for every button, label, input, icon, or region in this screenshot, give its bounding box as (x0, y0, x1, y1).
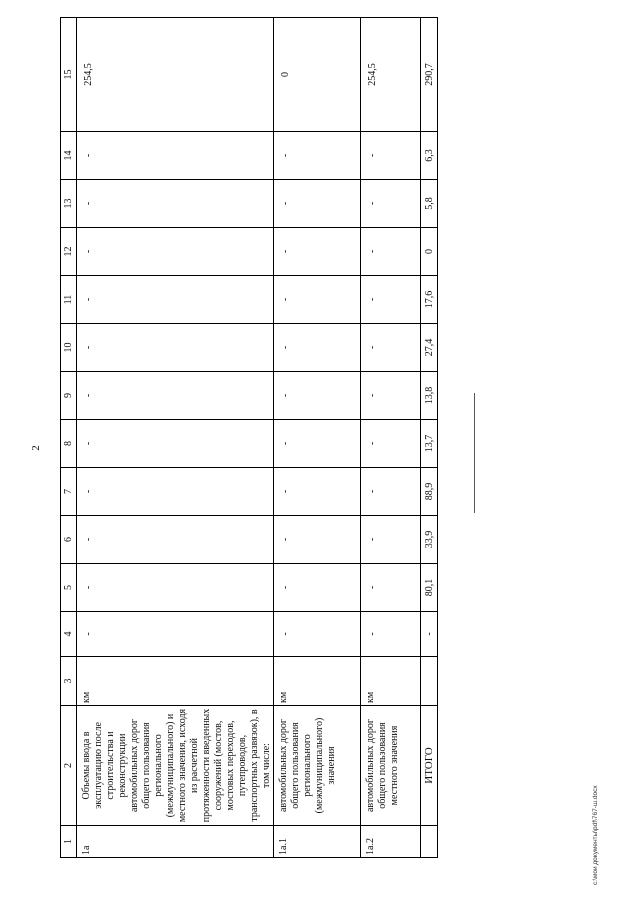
value-cell: - (77, 516, 274, 564)
total-label: ИТОГО (421, 706, 438, 826)
value-cell: - (274, 324, 361, 372)
table-row (274, 18, 361, 858)
total-row (421, 18, 438, 858)
value-cell: - (274, 180, 361, 228)
header-cell: 8 (61, 420, 77, 468)
value-cell: - (77, 372, 274, 420)
value-cell: - (361, 564, 421, 612)
header-cell: 1 (61, 826, 77, 858)
table-row (361, 18, 421, 858)
value-cell: - (274, 276, 361, 324)
value-cell: - (274, 468, 361, 516)
value-cell: - (361, 612, 421, 657)
value-cell: - (274, 612, 361, 657)
total-value: 27,4 (421, 324, 438, 372)
total-unit-cell (421, 657, 438, 706)
data-table (60, 17, 438, 858)
value-cell: - (361, 420, 421, 468)
value-cell: - (274, 132, 361, 180)
value-cell: - (361, 132, 421, 180)
row-unit: км (361, 657, 421, 706)
value-cell: - (274, 516, 361, 564)
value-cell: - (361, 276, 421, 324)
header-cell: 3 (61, 657, 77, 706)
value-cell: - (361, 516, 421, 564)
total-value: 0 (421, 228, 438, 276)
header-cell: 15 (61, 18, 77, 132)
value-cell: - (77, 276, 274, 324)
total-value: 290,7 (421, 18, 438, 132)
value-cell: - (361, 180, 421, 228)
row-id: 1а.1 (274, 826, 361, 858)
value-cell: - (77, 468, 274, 516)
row-unit: км (274, 657, 361, 706)
header-cell: 2 (61, 706, 77, 826)
value-cell: - (361, 468, 421, 516)
header-row (61, 18, 77, 858)
total-value: 88,9 (421, 468, 438, 516)
row-name: Объемы ввода в эксплуатацию после строительства и реконструкции автомобильных дорог общего пользования регионального (межмуниципального) и местного значения, исходя из расчетной протяженности введенных сооружений (мостов, мостовых переходов, путепроводов, транспортных развязок), в том числе: (77, 706, 274, 826)
row-id: 1а.2 (361, 826, 421, 858)
row-name: автомобильных дорог общего пользования местного значения (361, 706, 421, 826)
header-cell: 9 (61, 372, 77, 420)
value-cell: - (361, 228, 421, 276)
value-cell: - (361, 324, 421, 372)
row-name: автомобильных дорог общего пользования регионального (межмуниципального) значения (274, 706, 361, 826)
header-cell: 10 (61, 324, 77, 372)
value-cell: - (274, 372, 361, 420)
footer-file-path: c:\мои документы\pdf\767-ш.docx (592, 785, 599, 885)
total-value: 33,9 (421, 516, 438, 564)
header-cell: 14 (61, 132, 77, 180)
signature-line (474, 393, 475, 513)
value-cell: - (77, 612, 274, 657)
header-cell: 13 (61, 180, 77, 228)
total-value: 17,6 (421, 276, 438, 324)
total-value: 80,1 (421, 564, 438, 612)
header-cell: 4 (61, 612, 77, 657)
value-cell: - (77, 132, 274, 180)
value-cell: 0 (274, 18, 361, 132)
value-cell: - (361, 372, 421, 420)
total-value: - (421, 612, 438, 657)
total-id-cell (421, 826, 438, 858)
row-unit: км (77, 657, 274, 706)
value-cell: - (274, 228, 361, 276)
value-cell: - (77, 324, 274, 372)
total-value: 13,8 (421, 372, 438, 420)
header-cell: 7 (61, 468, 77, 516)
row-id: 1а (77, 826, 274, 858)
value-cell: - (77, 180, 274, 228)
total-value: 6,3 (421, 132, 438, 180)
page-number: 2 (30, 445, 42, 451)
value-cell: 254,5 (361, 18, 421, 132)
total-value: 13,7 (421, 420, 438, 468)
value-cell: - (77, 420, 274, 468)
value-cell: 254,5 (77, 18, 274, 132)
total-value: 5,8 (421, 180, 438, 228)
value-cell: - (274, 420, 361, 468)
table-row (77, 18, 274, 858)
value-cell: - (274, 564, 361, 612)
header-cell: 12 (61, 228, 77, 276)
header-cell: 6 (61, 516, 77, 564)
header-cell: 11 (61, 276, 77, 324)
value-cell: - (77, 228, 274, 276)
header-cell: 5 (61, 564, 77, 612)
value-cell: - (77, 564, 274, 612)
